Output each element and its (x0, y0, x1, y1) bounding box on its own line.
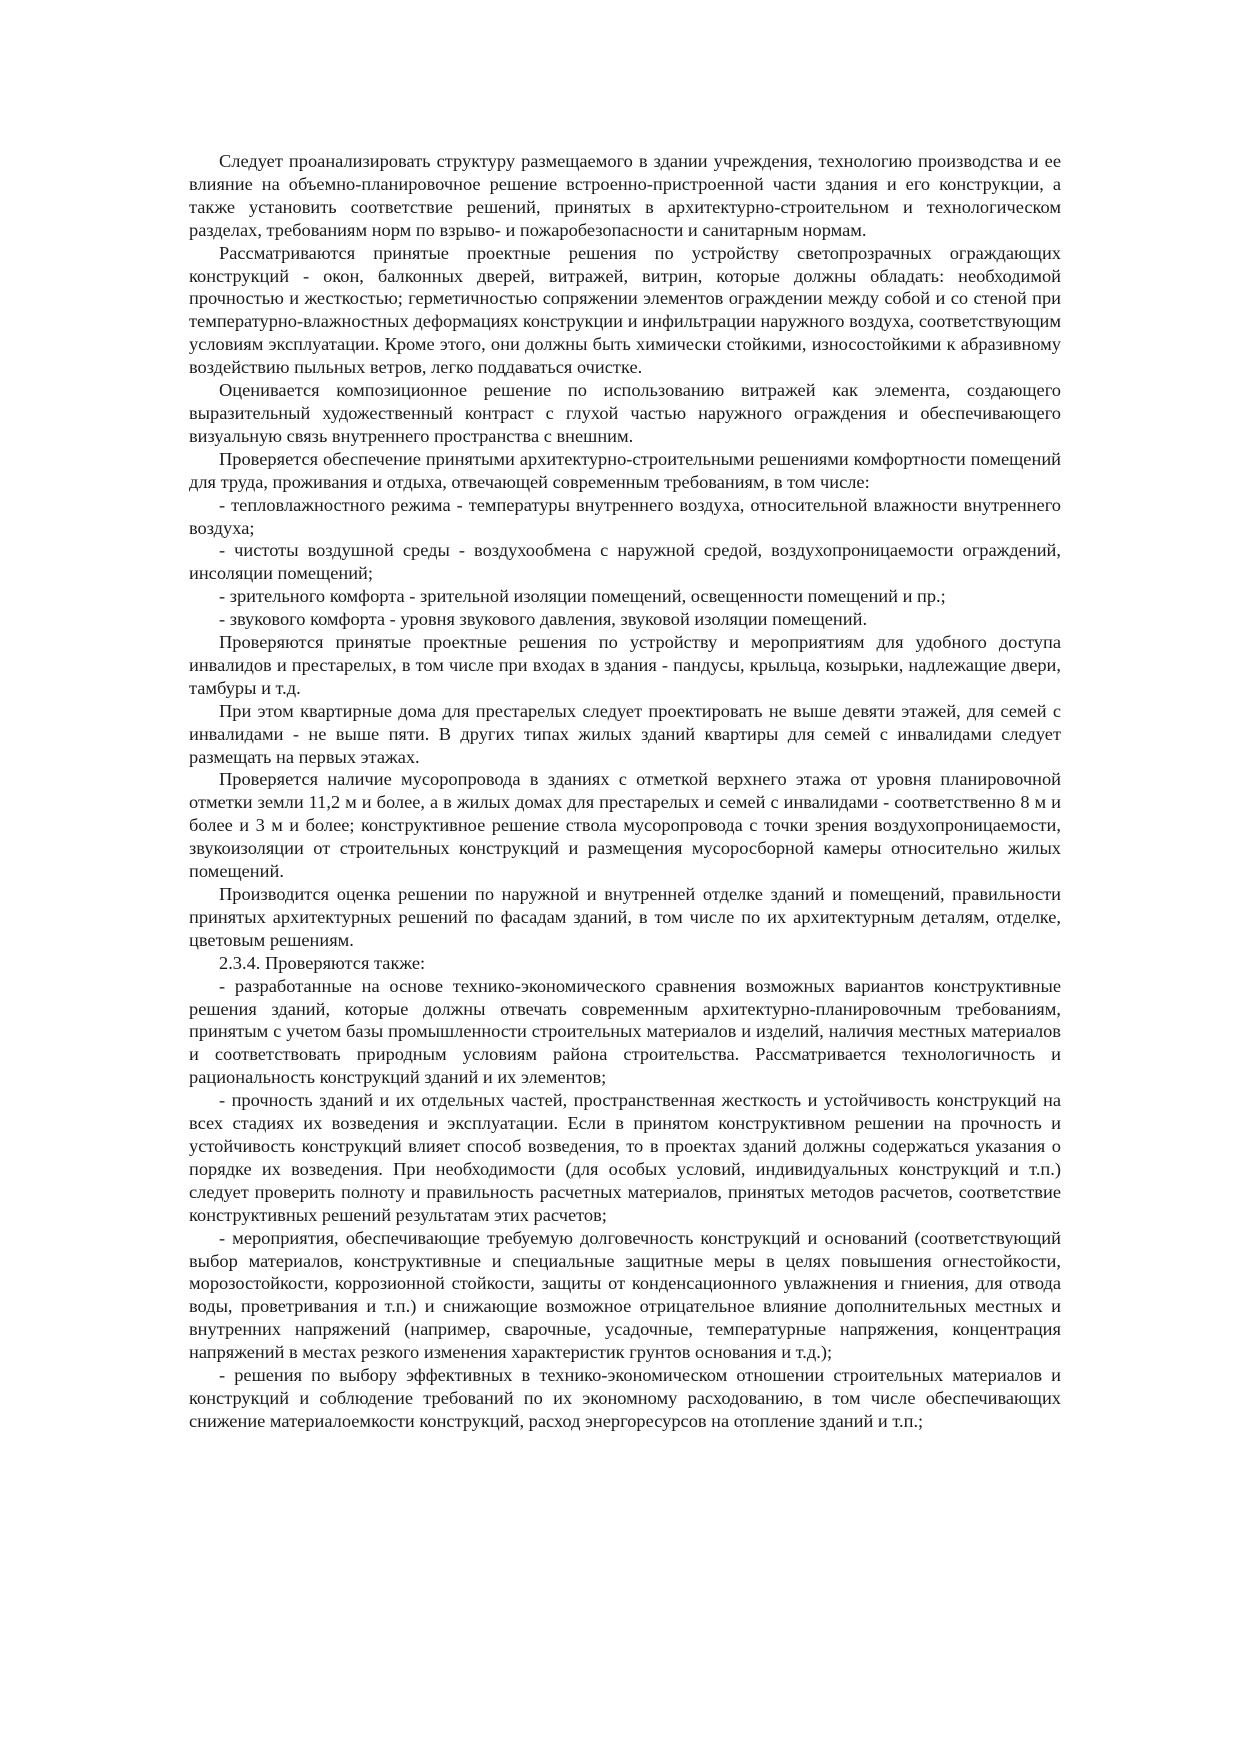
paragraph-elderly-housing: При этом квартирные дома для престарелых следует проектировать не выше девяти этажей, для семей с инвалидами - не выше пяти. В других типах жилых зданий квартиры для семей с инвалидами следует размещать на первых этажах. (189, 700, 1061, 767)
paragraph-comfort-requirements: Проверяется обеспечение принятыми архитектурно-строительными решениями комфортности помещений для труда, проживания и отдыха, отвечающей современным требованиям, в том числе: (189, 448, 1061, 492)
list-item-material-efficiency: - решения по выбору эффективных в технико-экономическом отношении строительных материалов и конструкций и соблюдение требований по их экономному расходованию, в том числе обеспечивающих снижение материалоемкости конструкций, расход энергоресурсов на отопление зданий и т.п.; (189, 1365, 1061, 1431)
paragraph-structure-analysis: Следует проанализировать структуру размещаемого в здании учреждения, технологию производства и ее влияние на объемно-планировочное решение встроенно-пристроенной части здания и его конструкции, а также установить соответствие решений, принятых в архитектурно-строительном и технологическом разделах, требованиям норм по взрыво- и пожаробезопасности и санитарным нормам. (189, 151, 1061, 240)
list-item-air-purity: - чистоты воздушной среды - воздухообмена с наружной средой, воздухопроницаемости ограждений, инсоляции помещений; (189, 540, 1061, 584)
document-page (189, 150, 1061, 1433)
list-item-durability-measures: - мероприятия, обеспечивающие требуемую долговечность конструкций и оснований (соответствующий выбор материалов, конструктивные и специальные защитные меры в целях повышения огнестойкости, морозостойкости, коррозионной стойкости, защиты от конденсационного увлажнения и гниения, для отвода воды, проветривания и т.п.) и снижающие возможное отрицательное влияние дополнительных местных и внутренних напряжений (например, сварочные, усадочные, температурные напряжения, концентрация напряжений в местах резкого изменения характеристик грунтов основания и т.д.); (189, 1227, 1061, 1363)
section-heading-2-3-4: 2.3.4. Проверяются также: (219, 952, 426, 973)
list-item-thermal-humidity: - тепловлажностного режима - температуры внутреннего воздуха, относительной влажности внутреннего воздуха; (189, 494, 1061, 538)
list-item-structural-solutions: - разработанные на основе технико-экономического сравнения возможных вариантов конструктивные решения зданий, которые должны отвечать современным архитектурно-планировочным требованиям, принятым с учетом базы промышленности строительных материалов и изделий, наличия местных материалов и соответствовать природным условиям района строительства. Рассматривается технологичность и рациональность конструкций зданий и их элементов; (189, 975, 1061, 1088)
list-item-acoustic-comfort: - звукового комфорта - уровня звукового давления, звуковой изоляции помещений. (219, 609, 868, 630)
paragraph-stained-glass-composition: Оценивается композиционное решение по использованию витражей как элемента, создающего выразительный художественный контраст с глухой частью наружного ограждения и обеспечивающего визуальную связь внутреннего пространства с внешним. (189, 380, 1061, 446)
paragraph-finishing: Производится оценка решении по наружной и внутренней отделке зданий и помещений, правильности принятых архитектурных решений по фасадам зданий, в том числе по их архитектурным деталям, отделке, цветовым решениям. (189, 884, 1061, 950)
paragraph-garbage-chute: Проверяется наличие мусоропровода в зданиях с отметкой верхнего этажа от уровня планировочной отметки земли 11,2 м и более, а в жилых домах для престарелых и семей с инвалидами - соответственно 8 м и более и 3 м и более; конструктивное решение ствола мусоропровода с точки зрения воздухопроницаемости, звукоизоляции от строительных конструкций и размещения мусоросборной камеры относительно жилых помещений. (189, 769, 1061, 882)
paragraph-accessibility: Проверяются принятые проектные решения по устройству и мероприятиям для удобного доступа инвалидов и престарелых, в том числе при входах в здания - пандусы, крыльца, козырьки, надлежащие двери, тамбуры и т.д. (189, 632, 1061, 698)
list-item-visual-comfort: - зрительного комфорта - зрительной изоляции помещений, освещенности помещений и пр.; (219, 586, 946, 607)
paragraph-translucent-enclosures: Рассматриваются принятые проектные решения по устройству светопрозрачных ограждающих конструкций - окон, балконных дверей, витражей, витрин, которые должны обладать: необходимой прочностью и жесткостью; герметичностью сопряжении элементов ограждении между собой и со стеной при температурно-влажностных деформациях конструкции и инфильтрации наружного воздуха, соответствующим условиям эксплуатации. Кроме этого, они должны быть химически стойкими, износостойкими к абразивному воздействию пыльных ветров, легко поддаваться очистке. (189, 242, 1061, 378)
list-item-strength-stability: - прочность зданий и их отдельных частей, пространственная жесткость и устойчивость конструкций на всех стадиях их возведения и эксплуатации. Если в принятом конструктивном решении на прочность и устойчивость конструкций влияет способ возведения, то в проектах зданий должны содержаться указания о порядке их возведения. При необходимости (для особых условий, индивидуальных конструкций и т.п.) следует проверить полноту и правильность расчетных материалов, принятых методов расчетов, соответствие конструктивных решений результатам этих расчетов; (189, 1090, 1061, 1225)
